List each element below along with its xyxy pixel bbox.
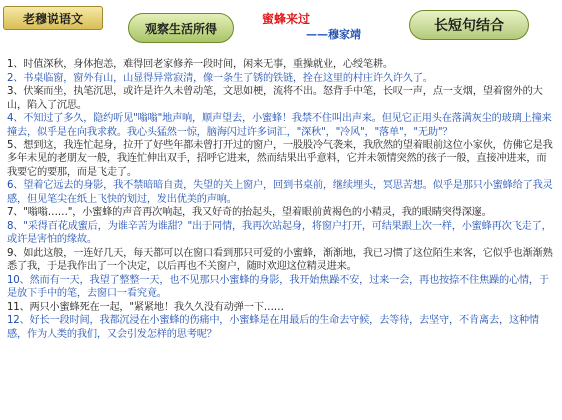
paragraph-8: 8、"采得百花成蜜后，为谁辛苦为谁甜？"出于同情，我再次站起身，将窗户打开，可结果跟上次一样，小蜜蜂再次飞走了，或许是害怕的缘故。	[7, 220, 552, 246]
paragraph-7: 7、"嗡嗡……"，小蜜蜂的声音再次响起，我又好奇的抬起头，望着眼前黄褐色的小精灵，我的眼睛突得深邃。	[7, 207, 492, 219]
technique-badge: 长短句结合	[409, 10, 529, 40]
paragraph-2: 2、书桌临窗，窗外有山，山显得异常寂清，像一条生了锈的铁链，拴在这里的村庄许久许久了。	[7, 72, 433, 84]
author-byline: ——穆家靖	[306, 28, 361, 41]
theme-badge: 观察生活所得	[128, 13, 234, 43]
header-bar	[0, 0, 562, 54]
essay-body	[7, 58, 555, 341]
paragraph-3: 3、伏案而坐，执笔沉思，或许是许久未曾动笔，文思如梗，流将不出。怒背手中笔，长叹一声，点一支烟，望着窗外的大山，陷入了沉思。	[7, 86, 543, 111]
paragraph-9: 9、如此这般，一连好几天，每天都可以在窗口看到那只可爱的小蜜蜂，渐渐地，我已习惯了这位陌生来客，它似乎也渐渐熟悉了我，于是我作出了一个决定，以后再也不关窗户，随时欢迎这位精灵进来。	[7, 247, 553, 273]
paragraph-11: 11、两只小蜜蜂死在一起，"紧紧地！我久久没有动弹一下……	[7, 301, 284, 313]
paragraph-1: 1、时值深秋，身体抱恙，难得回老家修养一段时间，闲来无事，重操就业，心绶笔耕。	[7, 59, 393, 70]
paragraph-10: 10、然而有一天，我望了整整一天，也不见那只小蜜蜂的身影，我开始焦躁不安，过来一会，再也按捺不住焦躁的心情，于是放下手中的笔，去窗口一看究竟。	[7, 274, 549, 299]
paragraph-4: 4、不知过了多久，隐约听见"嗡嗡"地声响，顺声望去，小蜜蜂！我禁不住叫出声来。但见它正用头在落满灰尘的玻璃上撞来撞去，似乎是在向我求救。我心头猛然一惊，脑海闪过许多词汇，"深秋"，"冷风"，"落单"，"无助"？	[7, 113, 552, 138]
essay-title: 蜜蜂来过	[262, 12, 311, 26]
paragraph-12: 12、好长一段时间，我都沉浸在小蜜蜂的伤痛中，小蜜蜂是在用最后的生命去守候，去等待，去坚守，不肯离去，这种情感，作为人类的我们，又会引发怎样的思考呢？	[7, 315, 539, 340]
paragraph-6: 6、望着它远去的身影，我不禁暗暗自责，失望的关上窗户，回到书桌前，继续埋头，冥思苦想。似乎是那只小蜜蜂给了我灵感，但见笔尖在纸上飞快的划过，发出优美的声响。	[7, 180, 553, 205]
paragraph-5: 5、想到这，我连忙起身，拉开了好些年都未曾打开过的窗户，一股股冷气袭来，我欣然的望着眼前这位小家伙，仿佛它是我多年未见的老朋友一般，我连忙伸出双手，招呼它进来，然而结果出乎意料，它并未领情突然的孩子一般，直接冲进来，而我要它的要那，而是飞走了。	[7, 140, 553, 178]
column-label-badge: 老穆说语文	[3, 6, 103, 30]
